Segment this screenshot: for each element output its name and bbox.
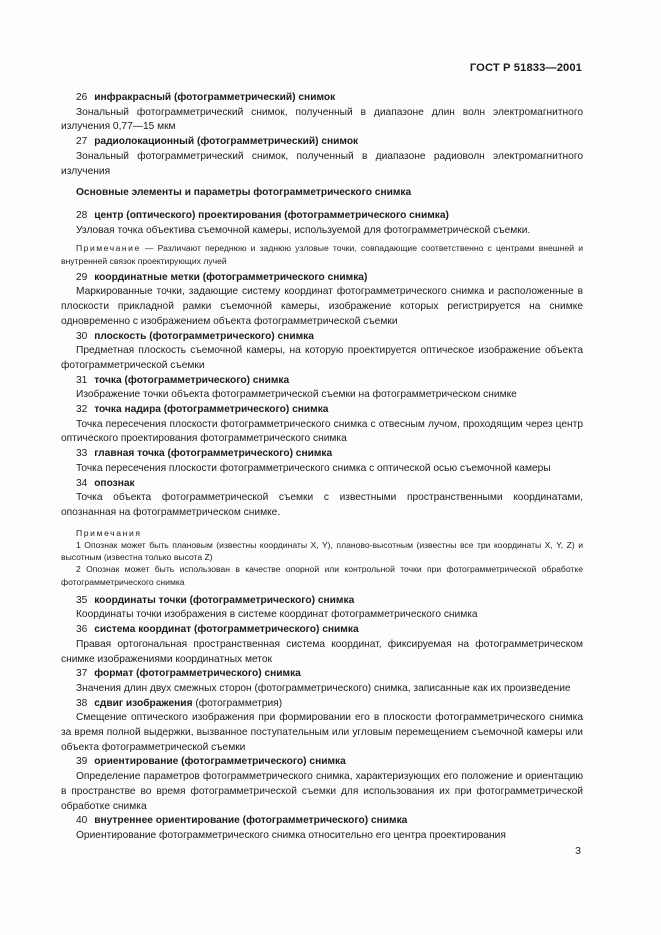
note (61, 242, 583, 266)
term-29: 29 координатные метки (фотограмметрического снимка) (76, 271, 368, 283)
definition-38: Смещение оптического изображения при формировании его в плоскости фотограмметрического снимка за время полной выдержки, вызванное поступательным или угловым перемещением съемочной камеры или объекта фотограмметрической съемки (61, 712, 583, 753)
definition-32: Точка пересечения плоскости фотограмметрического снимка с отвесным лучом, проходящим через центр оптического проектирования фотограмметрического снимка (61, 418, 583, 445)
definition-29: Маркированные точки, задающие систему координат фотограмметрического снимка и расположенные в плоскости прикладной рамки съемочной камеры, изображение которых регистрируется на снимке одновременно с изображением объекта фотограмметрической съемки (61, 286, 583, 327)
term-title: сдвиг изображения (94, 697, 193, 709)
term-title: формат (фотограмметрического) снимка (94, 668, 301, 680)
term-title: опознак (94, 477, 135, 489)
section-title: Основные элементы и параметры фотограмметрического снимка (76, 187, 412, 199)
term-domain: (фотограмметрия) (192, 697, 283, 709)
definition-28: Узловая точка объектива съемочной камеры, используемой для фотограмметрической съемки. (76, 224, 531, 236)
term-title: точка надира (фотограмметрического) снимка (94, 404, 329, 416)
notes-heading: Примечания (76, 527, 142, 538)
definition-34: Точка объекта фотограмметрической съемки с известными пространственными координатами, опознанная на фотограмметрическом снимке. (61, 492, 583, 518)
definition-40: Ориентирование фотограмметрического снимка относительно его центра проектирования (76, 829, 506, 841)
standard-number: ГОСТ Р 51833—2001 (469, 62, 582, 74)
note-item-2: 2 Опознак может быть использован в качестве опорной или контрольной точки при фотограмметрической обработке фотограмметрического снимка (61, 564, 583, 587)
term-33: 33 главная точка (фотограмметрического) снимка (76, 448, 333, 460)
term-26: 26 инфракрасный (фотограмметрический) снимок (76, 92, 336, 103)
definition-31: Изображение точки объекта фотограмметрической съемки на фотограмметрическом снимке (76, 389, 517, 401)
term-title: точка (фотограмметрического) снимка (94, 374, 290, 386)
term-title: система координат (фотограмметрического) снимка (94, 624, 359, 636)
term-32: 32 точка надира (фотограмметрического) снимка (76, 404, 329, 416)
term-30: 30 плоскость (фотограмметрического) снимка (76, 330, 314, 342)
term-37: 37 формат (фотограмметрического) снимка (76, 668, 301, 680)
term-34: 34 опознак (76, 477, 135, 489)
term-31: 31 точка (фотограмметрического) снимка (76, 374, 290, 386)
note-item-1: 1 Опознак может быть плановым (известны координаты X, Y), планово-высотным (известны все три координаты X, Y, Z) и высотным (известна только высота Z) (61, 539, 583, 563)
term-title: главная точка (фотограмметрического) снимка (94, 448, 333, 460)
term-38: 38 сдвиг изображения (фотограмметрия) (76, 697, 283, 709)
definition-33: Точка пересечения плоскости фотограмметрического снимка с оптической осью съемочной камеры (76, 462, 551, 474)
term-40: 40 внутреннее ориентирование (фотограмметрического) снимка (76, 815, 408, 827)
term-title: координаты точки (фотограмметрического) снимка (94, 594, 355, 606)
term-27: 27 радиолокационный (фотограмметрический) снимок (76, 136, 359, 148)
definition-39: Определение параметров фотограмметрического снимка, характеризующих его положение и ориентацию в пространстве во время фотограмметрической съемки для использования их при фотограмметрической обработке снимка (61, 771, 583, 812)
note-label: Примечание (76, 243, 141, 254)
document-body (61, 91, 583, 844)
page-number: 3 (575, 845, 581, 857)
term-title: внутреннее ориентирование (фотограмметрического) снимка (94, 815, 408, 827)
definition-37: Значения длин двух смежных сторон (фотограмметрического) снимка, записанные как их произведение (76, 682, 571, 694)
definition-36: Правая ортогональная пространственная система координат, фиксируемая на фотограмметрическом снимке изображениями координатных меток (61, 638, 583, 665)
note-text: — Различают переднюю и заднюю узловые точки, совпадающие соответственно с центрами внешней и внутренней связок проектирующих лучей (61, 243, 583, 266)
definition-27: Зональный фотограмметрический снимок, полученный в диапазоне радиоволн электромагнитного излучения (61, 150, 583, 177)
definition-30: Предметная плоскость съемочной камеры, на которую проектируется оптическое изображение объекта фотограмметрической съемки (61, 345, 583, 371)
term-title: радиолокационный (фотограмметрический) снимок (94, 136, 359, 148)
term-title: ориентирование (фотограмметрического) снимка (94, 756, 346, 768)
term-35: 35 координаты точки (фотограмметрического) снимка (76, 594, 355, 606)
term-39: 39 ориентирование (фотограмметрического) снимка (76, 756, 346, 768)
term-28: 28 центр (оптического) проектирования (фотограмметрического снимка) (76, 209, 449, 221)
term-title: координатные метки (фотограмметрического снимка) (94, 271, 368, 283)
term-title: центр (оптического) проектирования (фотограмметрического снимка) (94, 209, 449, 221)
term-title: плоскость (фотограмметрического) снимка (94, 330, 314, 342)
term-title: инфракрасный (фотограмметрический) снимок (94, 92, 336, 103)
definition-35: Координаты точки изображения в системе координат фотограмметрического снимка (76, 609, 478, 621)
term-36: 36 система координат (фотограмметрического) снимка (76, 624, 359, 636)
definition-26: Зональный фотограмметрический снимок, полученный в диапазоне длин волн электромагнитного излучения 0,77—15 мкм (61, 106, 583, 133)
